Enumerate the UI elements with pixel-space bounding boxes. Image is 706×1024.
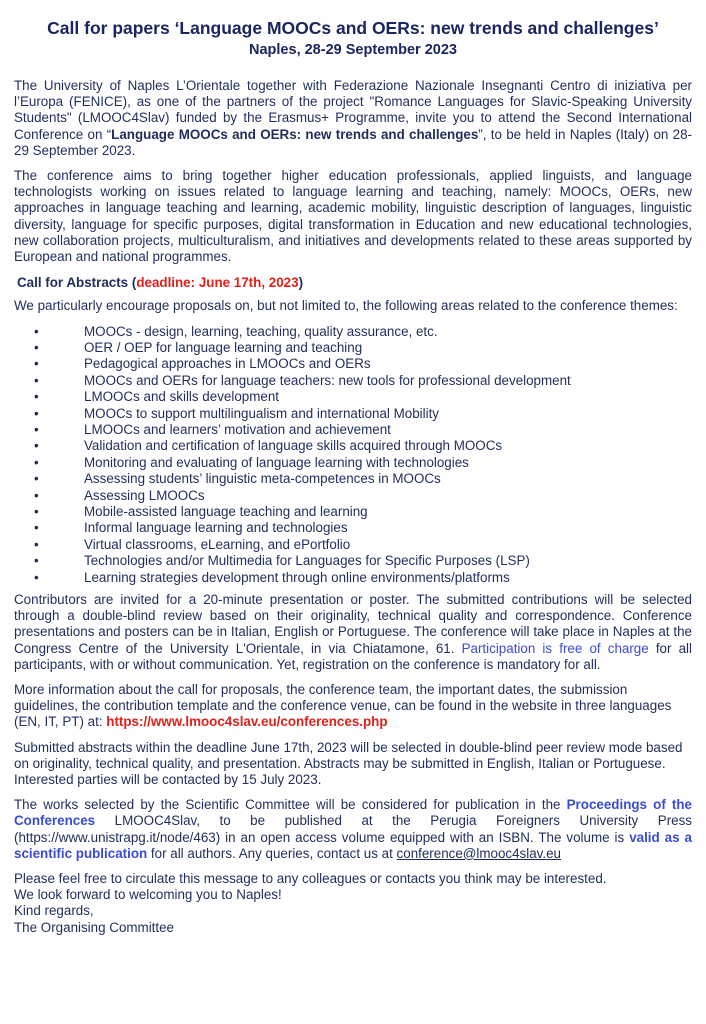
theme-list-item <box>14 520 692 536</box>
theme-text: Monitoring and evaluating of language learning with technologies <box>84 454 469 470</box>
contact-email-link[interactable]: conference@lmooc4slav.eu <box>396 845 561 861</box>
bullet-icon: • <box>34 487 39 503</box>
bullet-icon: • <box>34 520 39 536</box>
publication-text-3: for all authors. Any queries, contact us at <box>147 845 397 861</box>
bullet-icon: • <box>34 372 39 388</box>
theme-list-item <box>14 471 692 487</box>
contributors-text-before: Contributors are invited for a 20-minute presentation or poster. The submitted contributions will be selected through a double-blind review based on their originality, technical quality and correspondence. Conference presentations and posters can be in Italian, English or Portuguese. The conference will take place in Naples at the Congress Centre of the University L'Orientale, in via Chiatamone, 61. <box>14 591 692 656</box>
theme-text: MOOCs to support multilingualism and international Mobility <box>84 405 440 421</box>
theme-list-item <box>14 553 692 569</box>
free-of-charge-text: Participation is free of charge <box>461 640 649 656</box>
theme-list-item <box>14 406 692 422</box>
theme-text: Mobile-assisted language teaching and learning <box>84 503 368 519</box>
bullet-icon: • <box>34 356 39 372</box>
theme-list-item <box>14 356 692 372</box>
closing-line-2: We look forward to welcoming you to Naples! <box>14 887 282 903</box>
cfa-label: Call for Abstracts ( <box>17 275 137 291</box>
closing-line-4: The Organising Committee <box>14 919 175 935</box>
bullet-icon: • <box>34 438 39 454</box>
more-info-paragraph <box>14 682 692 731</box>
theme-list-item <box>14 373 692 389</box>
theme-text: Informal language learning and technologies <box>84 520 348 536</box>
publication-text-1: The works selected by the Scientific Committee will be considered for publication in the <box>14 797 567 813</box>
bullet-icon: • <box>34 553 39 569</box>
conference-name: Language MOOCs and OERs: new trends and challenges <box>111 126 479 142</box>
bullet-icon: • <box>34 340 39 356</box>
bullet-icon: • <box>34 471 39 487</box>
bullet-icon: • <box>34 569 39 585</box>
theme-text: LMOOCs and learners’ motivation and achievement <box>84 421 391 437</box>
theme-list-item <box>14 389 692 405</box>
intro-paragraph <box>14 78 692 159</box>
call-for-abstracts-heading <box>14 275 692 291</box>
closing-block <box>14 871 692 936</box>
theme-text: MOOCs and OERs for language teachers: new tools for professional development <box>84 372 571 388</box>
theme-text: Pedagogical approaches in LMOOCs and OERs <box>84 356 371 372</box>
conference-website-link[interactable]: https://www.lmooc4slav.eu/conferences.php <box>106 714 388 730</box>
intro-text-after: ”, to be held in Naples (Italy) on 28-29 September 2023. <box>14 126 692 158</box>
bullet-icon: • <box>34 323 39 339</box>
page-title: Call for papers ‘Language MOOCs and OERs: new trends and challenges’ <box>47 18 659 38</box>
contributors-text-after: for all participants, with or without communication. Yet, registration on the conference is mandatory for all. <box>14 640 693 672</box>
bullet-icon: • <box>34 454 39 470</box>
aims-paragraph: The conference aims to bring together higher education professionals, applied linguists, and language technologists working on issues related to language learning and teaching, namely: MOOCs, OERs, new approaches in language teaching and learning, academic mobility, linguistic description of languages, linguistic diversity, language for specific purposes, digital transformation in Education and new educational technologies, new collaboration projects, multiculturalism, and initiatives and developments related to these areas supported by European and national programmes. <box>14 168 692 265</box>
encourage-paragraph: We particularly encourage proposals on, but not limited to, the following areas related to the conference themes: <box>14 298 678 314</box>
valid-publication-text: valid as a scientific publication <box>14 829 692 861</box>
theme-list-item <box>14 324 692 340</box>
theme-text: Technologies and/or Multimedia for Languages for Specific Purposes (LSP) <box>84 553 530 569</box>
theme-list-item <box>14 504 692 520</box>
bullet-icon: • <box>34 536 39 552</box>
theme-list-item <box>14 488 692 504</box>
themes-list <box>14 324 692 586</box>
theme-text: Assessing students’ linguistic meta-competences in MOOCs <box>84 471 441 487</box>
publication-text-2: LMOOC4Slav, to be published at the Perugia Foreigners University Press (https://www.unistrapg.it/node/463) in an open access volume equipped with an ISBN. The volume is <box>14 813 692 845</box>
submitted-paragraph: Submitted abstracts within the deadline June 17th, 2023 will be selected in double-blind peer review mode based on originality, technical quality, and presentation. Abstracts may be submitted in English, Italian or Portuguese. Interested parties will be contacted by 15 July 2023. <box>14 739 683 787</box>
closing-line-3: Kind regards, <box>14 903 94 919</box>
page-subtitle: Naples, 28-29 September 2023 <box>249 42 457 58</box>
theme-text: Virtual classrooms, eLearning, and ePortfolio <box>84 536 351 552</box>
theme-text: Assessing LMOOCs <box>84 487 205 503</box>
theme-list-item <box>14 537 692 553</box>
theme-list-item <box>14 340 692 356</box>
theme-list-item <box>14 422 692 438</box>
intro-text-before: The University of Naples L’Orientale together with Federazione Nazionale Insegnanti Centro di iniziativa per l’Europa (FENICE), as one of the partners of the project "Romance Languages for Slavic-Speaking University Students" (LMOOC4Slav) funded by the Erasmus+ Programme, invite you to attend the Second International Conference on “ <box>14 78 692 142</box>
theme-text: OER / OEP for language learning and teaching <box>84 340 363 356</box>
proceedings-text: Proceedings of the Conferences <box>14 797 692 829</box>
theme-text: MOOCs - design, learning, teaching, quality assurance, etc. <box>84 323 438 339</box>
bullet-icon: • <box>34 503 39 519</box>
bullet-icon: • <box>34 389 39 405</box>
cfa-close: ) <box>298 275 304 291</box>
publication-paragraph <box>14 797 692 862</box>
cfa-deadline: deadline: June 17th, 2023 <box>136 275 299 291</box>
theme-list-item <box>14 570 692 586</box>
contributors-paragraph <box>14 592 692 673</box>
bullet-icon: • <box>34 421 39 437</box>
closing-line-1: Please feel free to circulate this message to any colleagues or contacts you think may be interested. <box>14 870 607 886</box>
theme-list-item <box>14 455 692 471</box>
bullet-icon: • <box>34 405 39 421</box>
theme-list-item <box>14 438 692 454</box>
more-info-text: More information about the call for proposals, the conference team, the important dates, the submission guidelines, the contribution template and the conference venue, can be found in the website in three languages (EN, IT, PT) at: <box>14 681 672 730</box>
theme-text: Validation and certification of language skills acquired through MOOCs <box>84 438 503 454</box>
theme-text: LMOOCs and skills development <box>84 389 279 405</box>
theme-text: Learning strategies development through online environments/platforms <box>84 569 510 585</box>
